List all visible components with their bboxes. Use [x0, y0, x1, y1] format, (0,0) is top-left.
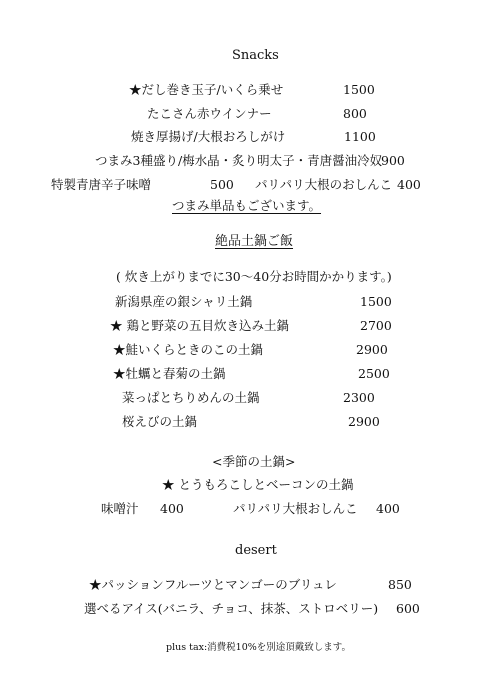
menu-item-name: 菜っぱとちりめんの土鍋 [122, 390, 260, 405]
menu-item-name: ★だし巻き玉子/いくら乗せ [129, 82, 284, 97]
menu-item-price: 850 [388, 577, 412, 592]
menu-item-name: ★ とうもろこしとベーコンの土鍋 [162, 477, 354, 492]
menu-item-name: 味噌汁 [101, 501, 139, 516]
menu-item-price: 1500 [343, 82, 375, 97]
menu-item-name: 新潟県産の銀シャリ土鍋 [115, 294, 253, 309]
menu-item-price: 2300 [343, 390, 375, 405]
seasonal-title: <季節の土鍋> [212, 454, 296, 469]
menu-item-price: 1100 [344, 129, 376, 144]
menu-item-name: 選べるアイス(バニラ、チョコ、抹茶、ストロベリー) [84, 601, 379, 616]
menu-item-price: 2900 [348, 414, 380, 429]
menu-item-price: 1500 [360, 294, 392, 309]
menu-item-name: パリパリ大根おしんこ [233, 501, 358, 516]
menu-item-price: 900 [381, 153, 405, 168]
menu-item-price: 800 [343, 106, 367, 121]
menu-item-price: 400 [397, 177, 421, 192]
menu-item-name: たこさん赤ウインナー [147, 106, 272, 121]
menu-item-price: 400 [160, 501, 184, 516]
menu-item-price: 2700 [360, 318, 392, 333]
snacks-note: つまみ単品もございます。 [172, 198, 322, 213]
snacks-title: Snacks [232, 48, 279, 63]
menu-item-name: 焼き厚揚げ/大根おろしがけ [131, 129, 286, 144]
donabe-title: 絶品土鍋ご飯 [215, 234, 294, 249]
menu-item-name: ★パッションフルーツとマンゴーのブリュレ [89, 577, 337, 592]
menu-item-price: 2900 [356, 342, 388, 357]
menu-item-price: 600 [396, 601, 420, 616]
tax-note: plus tax:消費税10%を別途頂戴致します。 [166, 642, 352, 653]
menu-item-price: 2500 [358, 366, 390, 381]
menu-item-price: 400 [376, 501, 400, 516]
menu-item-name: ★ 鶏と野菜の五目炊き込み土鍋 [110, 318, 289, 333]
menu-item-name: パリパリ大根のおしんこ [255, 177, 393, 192]
desert-title: desert [235, 543, 277, 558]
menu-item-name: つまみ3種盛り/梅水晶・炙り明太子・青唐醤油冷奴 [95, 153, 383, 168]
menu-item-name: ★鮭いくらときのこの土鍋 [113, 342, 264, 357]
menu-item-name: 桜えびの土鍋 [122, 414, 198, 429]
menu-item-price: 500 [210, 177, 234, 192]
menu-item-name: ★牡蠣と春菊の土鍋 [113, 366, 226, 381]
donabe-notice: ( 炊き上がりまでに30〜40分お時間かかります。) [116, 269, 392, 284]
menu-item-name: 特製青唐辛子味噌 [51, 177, 152, 192]
